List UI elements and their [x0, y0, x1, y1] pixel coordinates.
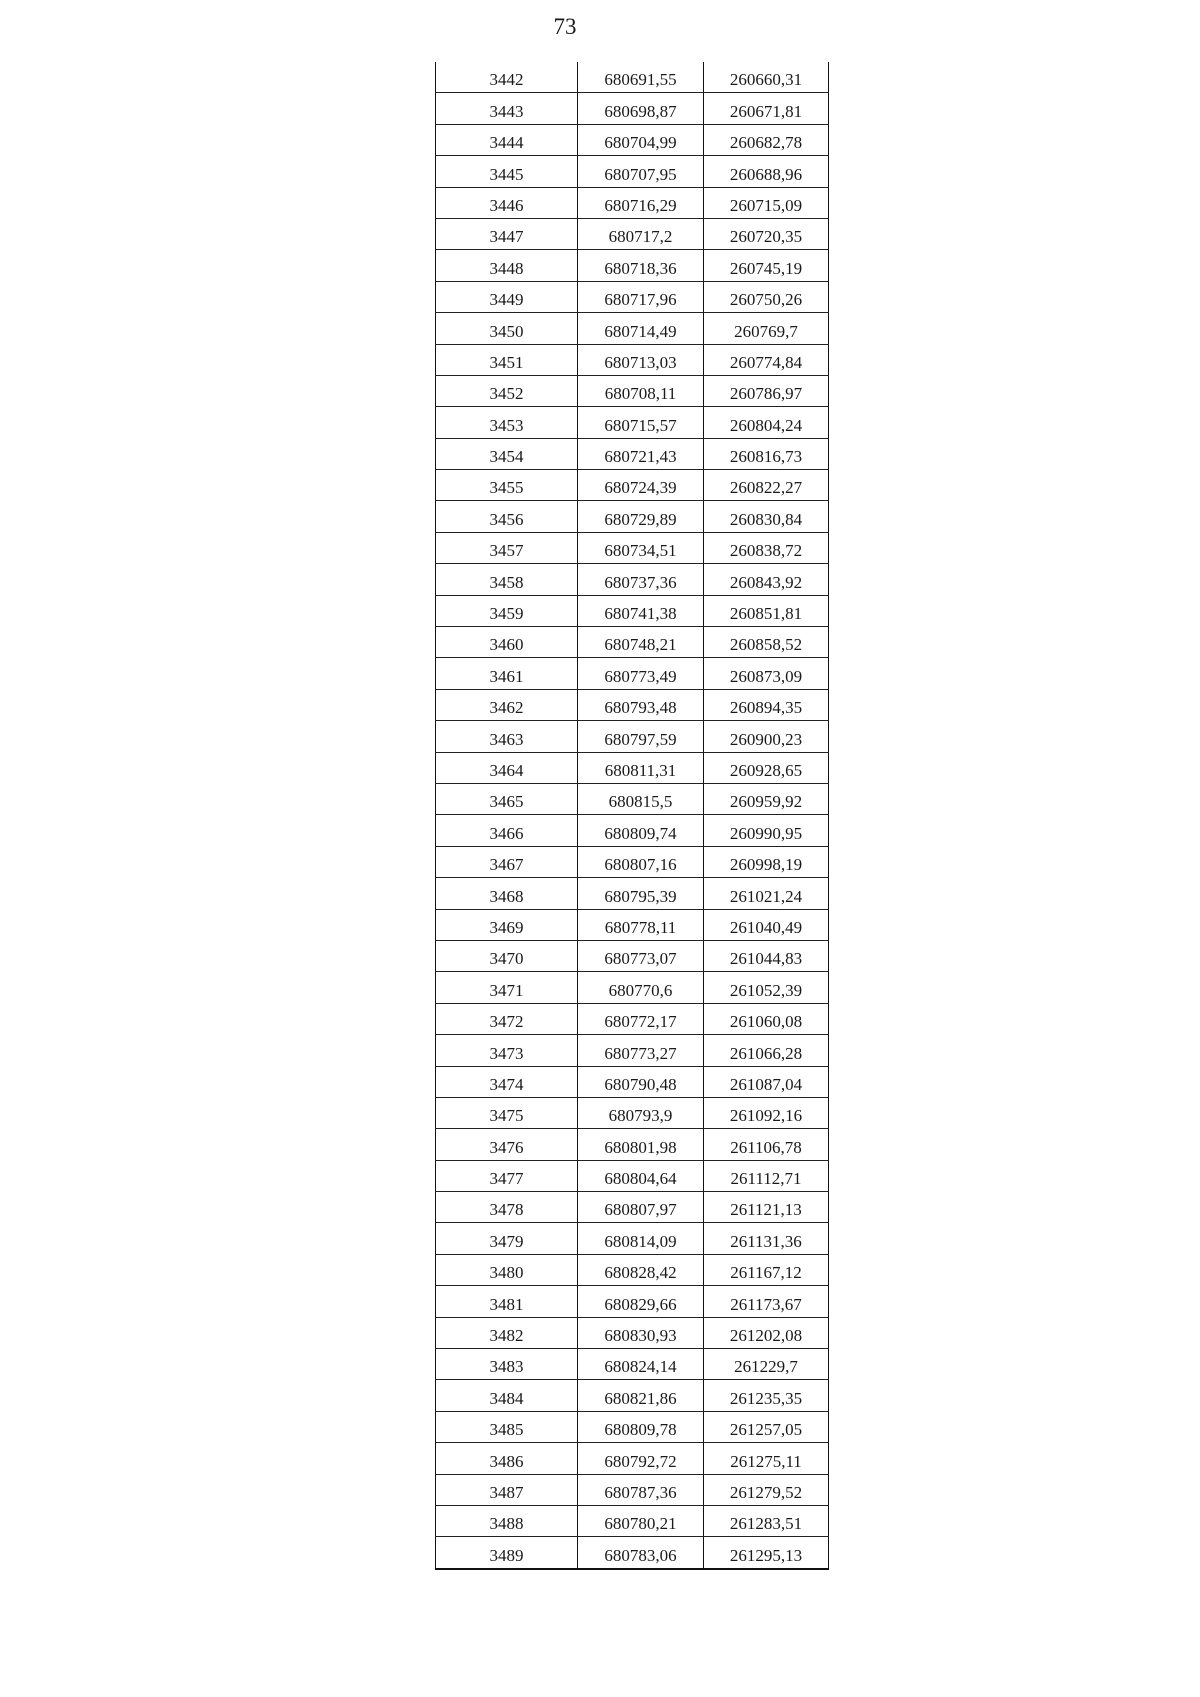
table-row [436, 721, 829, 752]
table-row [436, 1443, 829, 1474]
y-coordinate-cell: 261060,08 [704, 1003, 829, 1034]
table-row [436, 1349, 829, 1380]
table-row [436, 93, 829, 124]
y-coordinate-cell: 260851,81 [704, 595, 829, 626]
point-number-cell: 3444 [436, 124, 578, 155]
x-coordinate-cell: 680797,59 [578, 721, 704, 752]
x-coordinate-cell: 680793,9 [578, 1097, 704, 1128]
y-coordinate-cell: 261052,39 [704, 972, 829, 1003]
y-coordinate-cell: 260900,23 [704, 721, 829, 752]
x-coordinate-cell: 680787,36 [578, 1474, 704, 1505]
x-coordinate-cell: 680717,96 [578, 281, 704, 312]
point-number-cell: 3464 [436, 752, 578, 783]
table-row [436, 815, 829, 846]
point-number-cell: 3459 [436, 595, 578, 626]
x-coordinate-cell: 680717,2 [578, 218, 704, 249]
y-coordinate-cell: 261121,13 [704, 1192, 829, 1223]
y-coordinate-cell: 261112,71 [704, 1160, 829, 1191]
point-number-cell: 3473 [436, 1035, 578, 1066]
y-coordinate-cell: 260688,96 [704, 156, 829, 187]
y-coordinate-cell: 260671,81 [704, 93, 829, 124]
x-coordinate-cell: 680801,98 [578, 1129, 704, 1160]
table-row [436, 1286, 829, 1317]
table-row [436, 878, 829, 909]
x-coordinate-cell: 680718,36 [578, 250, 704, 281]
y-coordinate-cell: 260715,09 [704, 187, 829, 218]
table-row [436, 1097, 829, 1128]
table-row [436, 1035, 829, 1066]
point-number-cell: 3489 [436, 1537, 578, 1569]
point-number-cell: 3466 [436, 815, 578, 846]
y-coordinate-cell: 260816,73 [704, 438, 829, 469]
point-number-cell: 3472 [436, 1003, 578, 1034]
table-row [436, 375, 829, 406]
x-coordinate-cell: 680770,6 [578, 972, 704, 1003]
y-coordinate-cell: 260786,97 [704, 375, 829, 406]
y-coordinate-cell: 261295,13 [704, 1537, 829, 1569]
x-coordinate-cell: 680716,29 [578, 187, 704, 218]
x-coordinate-cell: 680778,11 [578, 909, 704, 940]
point-number-cell: 3471 [436, 972, 578, 1003]
y-coordinate-cell: 260998,19 [704, 846, 829, 877]
x-coordinate-cell: 680824,14 [578, 1349, 704, 1380]
point-number-cell: 3455 [436, 470, 578, 501]
point-number-cell: 3448 [436, 250, 578, 281]
y-coordinate-cell: 261066,28 [704, 1035, 829, 1066]
point-number-cell: 3483 [436, 1349, 578, 1380]
point-number-cell: 3456 [436, 501, 578, 532]
point-number-cell: 3470 [436, 940, 578, 971]
table-row [436, 627, 829, 658]
table-row [436, 1537, 829, 1569]
x-coordinate-cell: 680741,38 [578, 595, 704, 626]
x-coordinate-cell: 680708,11 [578, 375, 704, 406]
table-row [436, 313, 829, 344]
point-number-cell: 3462 [436, 689, 578, 720]
y-coordinate-cell: 260822,27 [704, 470, 829, 501]
table-row [436, 1254, 829, 1285]
x-coordinate-cell: 680815,5 [578, 783, 704, 814]
table-row [436, 783, 829, 814]
table-row [436, 1066, 829, 1097]
coordinates-table [435, 62, 829, 1570]
table-row [436, 250, 829, 281]
x-coordinate-cell: 680724,39 [578, 470, 704, 501]
x-coordinate-cell: 680829,66 [578, 1286, 704, 1317]
y-coordinate-cell: 261106,78 [704, 1129, 829, 1160]
x-coordinate-cell: 680793,48 [578, 689, 704, 720]
x-coordinate-cell: 680828,42 [578, 1254, 704, 1285]
point-number-cell: 3449 [436, 281, 578, 312]
point-number-cell: 3479 [436, 1223, 578, 1254]
x-coordinate-cell: 680807,16 [578, 846, 704, 877]
y-coordinate-cell: 260774,84 [704, 344, 829, 375]
table-row [436, 62, 829, 93]
y-coordinate-cell: 261202,08 [704, 1317, 829, 1348]
point-number-cell: 3452 [436, 375, 578, 406]
table-row [436, 470, 829, 501]
y-coordinate-cell: 261087,04 [704, 1066, 829, 1097]
y-coordinate-cell: 260750,26 [704, 281, 829, 312]
point-number-cell: 3442 [436, 62, 578, 93]
x-coordinate-cell: 680772,17 [578, 1003, 704, 1034]
y-coordinate-cell: 261283,51 [704, 1505, 829, 1536]
table-row [436, 658, 829, 689]
x-coordinate-cell: 680809,74 [578, 815, 704, 846]
table-row [436, 595, 829, 626]
table-row [436, 124, 829, 155]
table-row [436, 1192, 829, 1223]
point-number-cell: 3487 [436, 1474, 578, 1505]
point-number-cell: 3450 [436, 313, 578, 344]
y-coordinate-cell: 260745,19 [704, 250, 829, 281]
y-coordinate-cell: 261235,35 [704, 1380, 829, 1411]
point-number-cell: 3454 [436, 438, 578, 469]
point-number-cell: 3486 [436, 1443, 578, 1474]
y-coordinate-cell: 261229,7 [704, 1349, 829, 1380]
y-coordinate-cell: 261167,12 [704, 1254, 829, 1285]
x-coordinate-cell: 680811,31 [578, 752, 704, 783]
y-coordinate-cell: 260830,84 [704, 501, 829, 532]
x-coordinate-cell: 680714,49 [578, 313, 704, 344]
table-row [436, 1160, 829, 1191]
point-number-cell: 3474 [436, 1066, 578, 1097]
y-coordinate-cell: 261279,52 [704, 1474, 829, 1505]
table-row [436, 1223, 829, 1254]
table-row [436, 501, 829, 532]
y-coordinate-cell: 261040,49 [704, 909, 829, 940]
y-coordinate-cell: 260894,35 [704, 689, 829, 720]
table-row [436, 438, 829, 469]
point-number-cell: 3485 [436, 1411, 578, 1442]
y-coordinate-cell: 260959,92 [704, 783, 829, 814]
table-row [436, 1003, 829, 1034]
x-coordinate-cell: 680691,55 [578, 62, 704, 93]
y-coordinate-cell: 260928,65 [704, 752, 829, 783]
table-row [436, 1411, 829, 1442]
coordinates-table-body [436, 62, 829, 1569]
y-coordinate-cell: 260858,52 [704, 627, 829, 658]
x-coordinate-cell: 680773,49 [578, 658, 704, 689]
y-coordinate-cell: 260873,09 [704, 658, 829, 689]
x-coordinate-cell: 680713,03 [578, 344, 704, 375]
y-coordinate-cell: 260682,78 [704, 124, 829, 155]
table-row [436, 972, 829, 1003]
y-coordinate-cell: 261173,67 [704, 1286, 829, 1317]
point-number-cell: 3465 [436, 783, 578, 814]
x-coordinate-cell: 680704,99 [578, 124, 704, 155]
table-row [436, 532, 829, 563]
point-number-cell: 3467 [436, 846, 578, 877]
y-coordinate-cell: 261021,24 [704, 878, 829, 909]
y-coordinate-cell: 260720,35 [704, 218, 829, 249]
x-coordinate-cell: 680809,78 [578, 1411, 704, 1442]
point-number-cell: 3445 [436, 156, 578, 187]
table-row [436, 689, 829, 720]
point-number-cell: 3460 [436, 627, 578, 658]
point-number-cell: 3475 [436, 1097, 578, 1128]
point-number-cell: 3447 [436, 218, 578, 249]
x-coordinate-cell: 680734,51 [578, 532, 704, 563]
x-coordinate-cell: 680807,97 [578, 1192, 704, 1223]
point-number-cell: 3451 [436, 344, 578, 375]
point-number-cell: 3469 [436, 909, 578, 940]
x-coordinate-cell: 680698,87 [578, 93, 704, 124]
point-number-cell: 3480 [436, 1254, 578, 1285]
point-number-cell: 3457 [436, 532, 578, 563]
point-number-cell: 3453 [436, 407, 578, 438]
y-coordinate-cell: 261044,83 [704, 940, 829, 971]
y-coordinate-cell: 261131,36 [704, 1223, 829, 1254]
y-coordinate-cell: 260838,72 [704, 532, 829, 563]
table-row [436, 156, 829, 187]
point-number-cell: 3443 [436, 93, 578, 124]
table-row [436, 187, 829, 218]
x-coordinate-cell: 680737,36 [578, 564, 704, 595]
point-number-cell: 3481 [436, 1286, 578, 1317]
table-row [436, 1129, 829, 1160]
point-number-cell: 3488 [436, 1505, 578, 1536]
point-number-cell: 3461 [436, 658, 578, 689]
table-row [436, 940, 829, 971]
y-coordinate-cell: 260660,31 [704, 62, 829, 93]
table-row [436, 564, 829, 595]
x-coordinate-cell: 680795,39 [578, 878, 704, 909]
x-coordinate-cell: 680715,57 [578, 407, 704, 438]
y-coordinate-cell: 261092,16 [704, 1097, 829, 1128]
x-coordinate-cell: 680721,43 [578, 438, 704, 469]
table-row [436, 1317, 829, 1348]
point-number-cell: 3458 [436, 564, 578, 595]
x-coordinate-cell: 680780,21 [578, 1505, 704, 1536]
y-coordinate-cell: 260843,92 [704, 564, 829, 595]
x-coordinate-cell: 680821,86 [578, 1380, 704, 1411]
y-coordinate-cell: 260804,24 [704, 407, 829, 438]
y-coordinate-cell: 261257,05 [704, 1411, 829, 1442]
x-coordinate-cell: 680773,27 [578, 1035, 704, 1066]
point-number-cell: 3476 [436, 1129, 578, 1160]
x-coordinate-cell: 680783,06 [578, 1537, 704, 1569]
point-number-cell: 3468 [436, 878, 578, 909]
point-number-cell: 3446 [436, 187, 578, 218]
table-row [436, 281, 829, 312]
x-coordinate-cell: 680748,21 [578, 627, 704, 658]
table-row [436, 1380, 829, 1411]
x-coordinate-cell: 680792,72 [578, 1443, 704, 1474]
point-number-cell: 3482 [436, 1317, 578, 1348]
point-number-cell: 3478 [436, 1192, 578, 1223]
x-coordinate-cell: 680830,93 [578, 1317, 704, 1348]
table-row [436, 344, 829, 375]
point-number-cell: 3477 [436, 1160, 578, 1191]
point-number-cell: 3463 [436, 721, 578, 752]
x-coordinate-cell: 680790,48 [578, 1066, 704, 1097]
point-number-cell: 3484 [436, 1380, 578, 1411]
page-number: 73 [553, 14, 577, 39]
table-row [436, 407, 829, 438]
x-coordinate-cell: 680773,07 [578, 940, 704, 971]
y-coordinate-cell: 260990,95 [704, 815, 829, 846]
table-row [436, 909, 829, 940]
x-coordinate-cell: 680804,64 [578, 1160, 704, 1191]
table-row [436, 752, 829, 783]
x-coordinate-cell: 680814,09 [578, 1223, 704, 1254]
y-coordinate-cell: 261275,11 [704, 1443, 829, 1474]
y-coordinate-cell: 260769,7 [704, 313, 829, 344]
x-coordinate-cell: 680707,95 [578, 156, 704, 187]
x-coordinate-cell: 680729,89 [578, 501, 704, 532]
table-row [436, 1505, 829, 1536]
table-row [436, 218, 829, 249]
table-row [436, 1474, 829, 1505]
table-row [436, 846, 829, 877]
